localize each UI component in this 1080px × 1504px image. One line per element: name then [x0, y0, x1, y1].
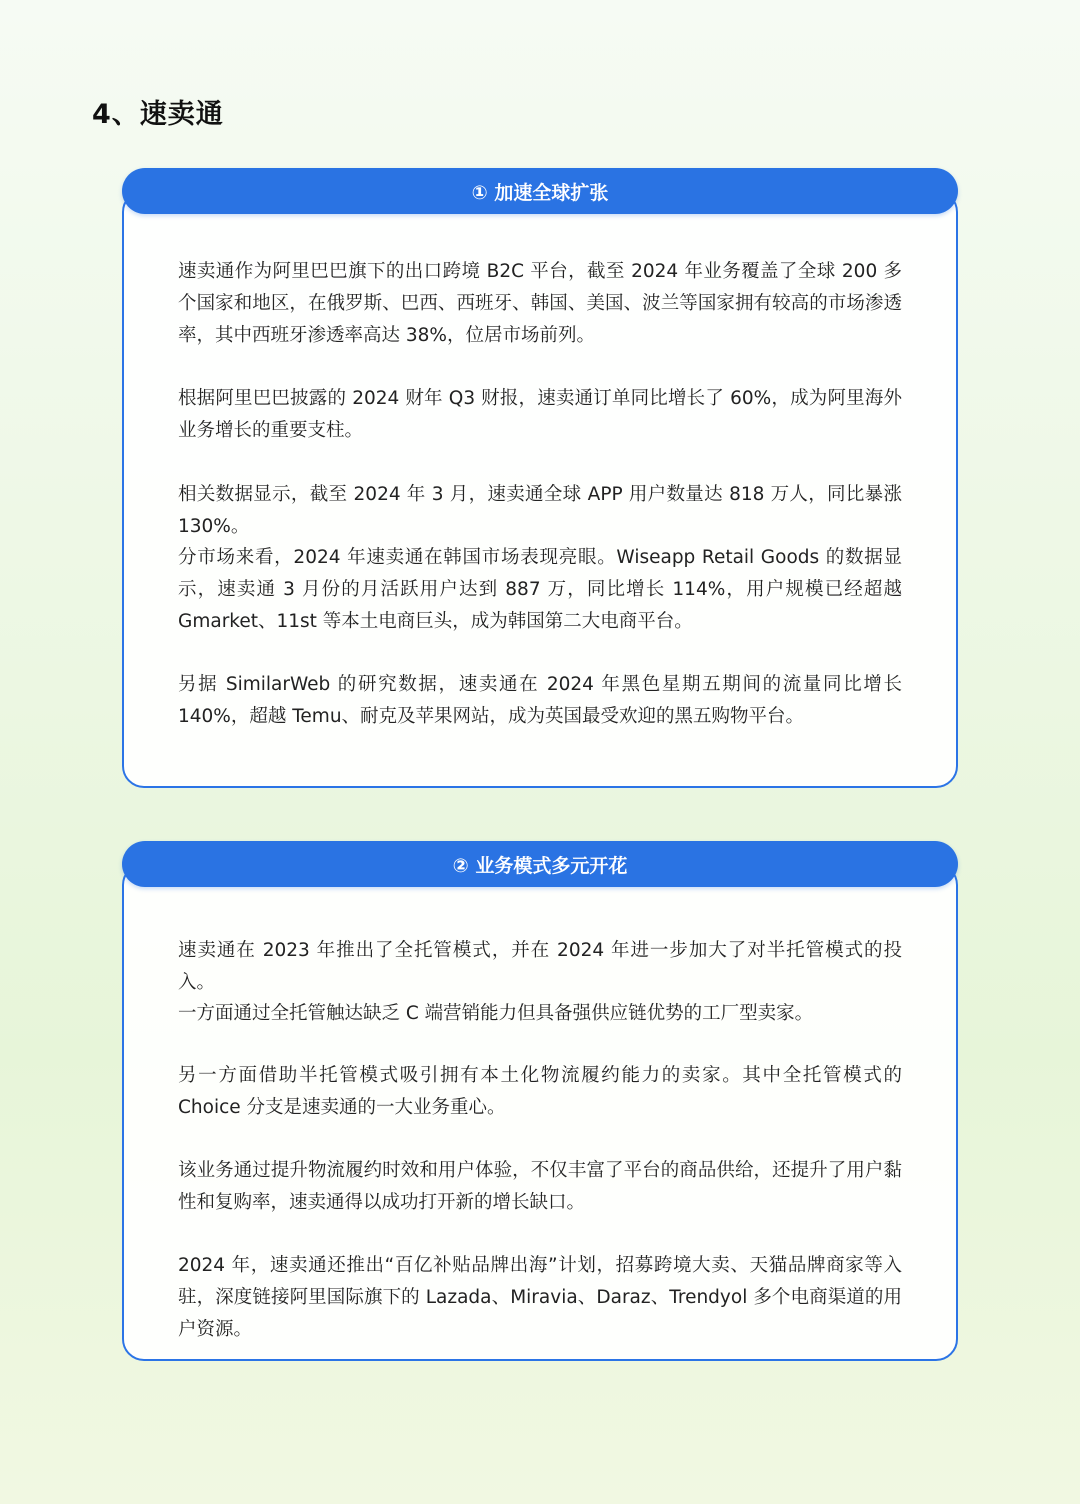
section-header: ② 业务模式多元开花 — [122, 841, 958, 887]
paragraph: 2024 年，速卖通还推出“百亿补贴品牌出海”计划，招募跨境大卖、天猫品牌商家等入驻，深度链接阿里国际旗下的 Lazada、Miravia、Daraz、Trendyol 多个电商渠道的用户资源。 — [178, 1255, 902, 1340]
paragraph: 另据 SimilarWeb 的研究数据，速卖通在 2024 年黑色星期五期间的流量同比增长 140%，超越 Temu、耐克及苹果网站，成为英国最受欢迎的黑五购物平台。 — [178, 674, 902, 727]
paragraph: 一方面通过全托管触达缺乏 C 端营销能力但具备强供应链优势的工厂型卖家。 — [178, 1003, 814, 1024]
paragraph: 相关数据显示，截至 2024 年 3 月，速卖通全球 APP 用户数量达 818 万人，同比暴涨130%。 — [178, 484, 902, 537]
section-global-expansion — [122, 168, 958, 790]
paragraph: 该业务通过提升物流履约时效和用户体验，不仅丰富了平台的商品供给，还提升了用户黏性和复购率，速卖通得以成功打开新的增长缺口。 — [178, 1160, 902, 1213]
paragraph: 速卖通在 2023 年推出了全托管模式，并在 2024 年进一步加大了对半托管模式的投入。 — [178, 940, 902, 993]
section-header: ① 加速全球扩张 — [122, 168, 958, 214]
page-title: 4、速卖通 — [92, 99, 224, 130]
paragraph: 根据阿里巴巴披露的 2024 财年 Q3 财报，速卖通订单同比增长了 60%，成为阿里海外业务增长的重要支柱。 — [178, 388, 902, 441]
section-business-models — [122, 841, 958, 1363]
paragraph: 另一方面借助半托管模式吸引拥有本土化物流履约能力的卖家。其中全托管模式的 Choice 分支是速卖通的一大业务重心。 — [178, 1065, 902, 1118]
paragraph: 分市场来看，2024 年速卖通在韩国市场表现亮眼。Wiseapp Retail Goods 的数据显示，速卖通 3 月份的月活跃用户达到 887 万，同比增长 114%，用户规模已经超越 Gmarket、11st 等本土电商巨头，成为韩国第二大电商平台。 — [178, 547, 902, 632]
paragraph: 速卖通作为阿里巴巴旗下的出口跨境 B2C 平台，截至 2024 年业务覆盖了全球 200 多个国家和地区，在俄罗斯、巴西、西班牙、韩国、美国、波兰等国家拥有较高的市场渗透率，其中西班牙渗透率高达 38%，位居市场前列。 — [178, 261, 902, 346]
